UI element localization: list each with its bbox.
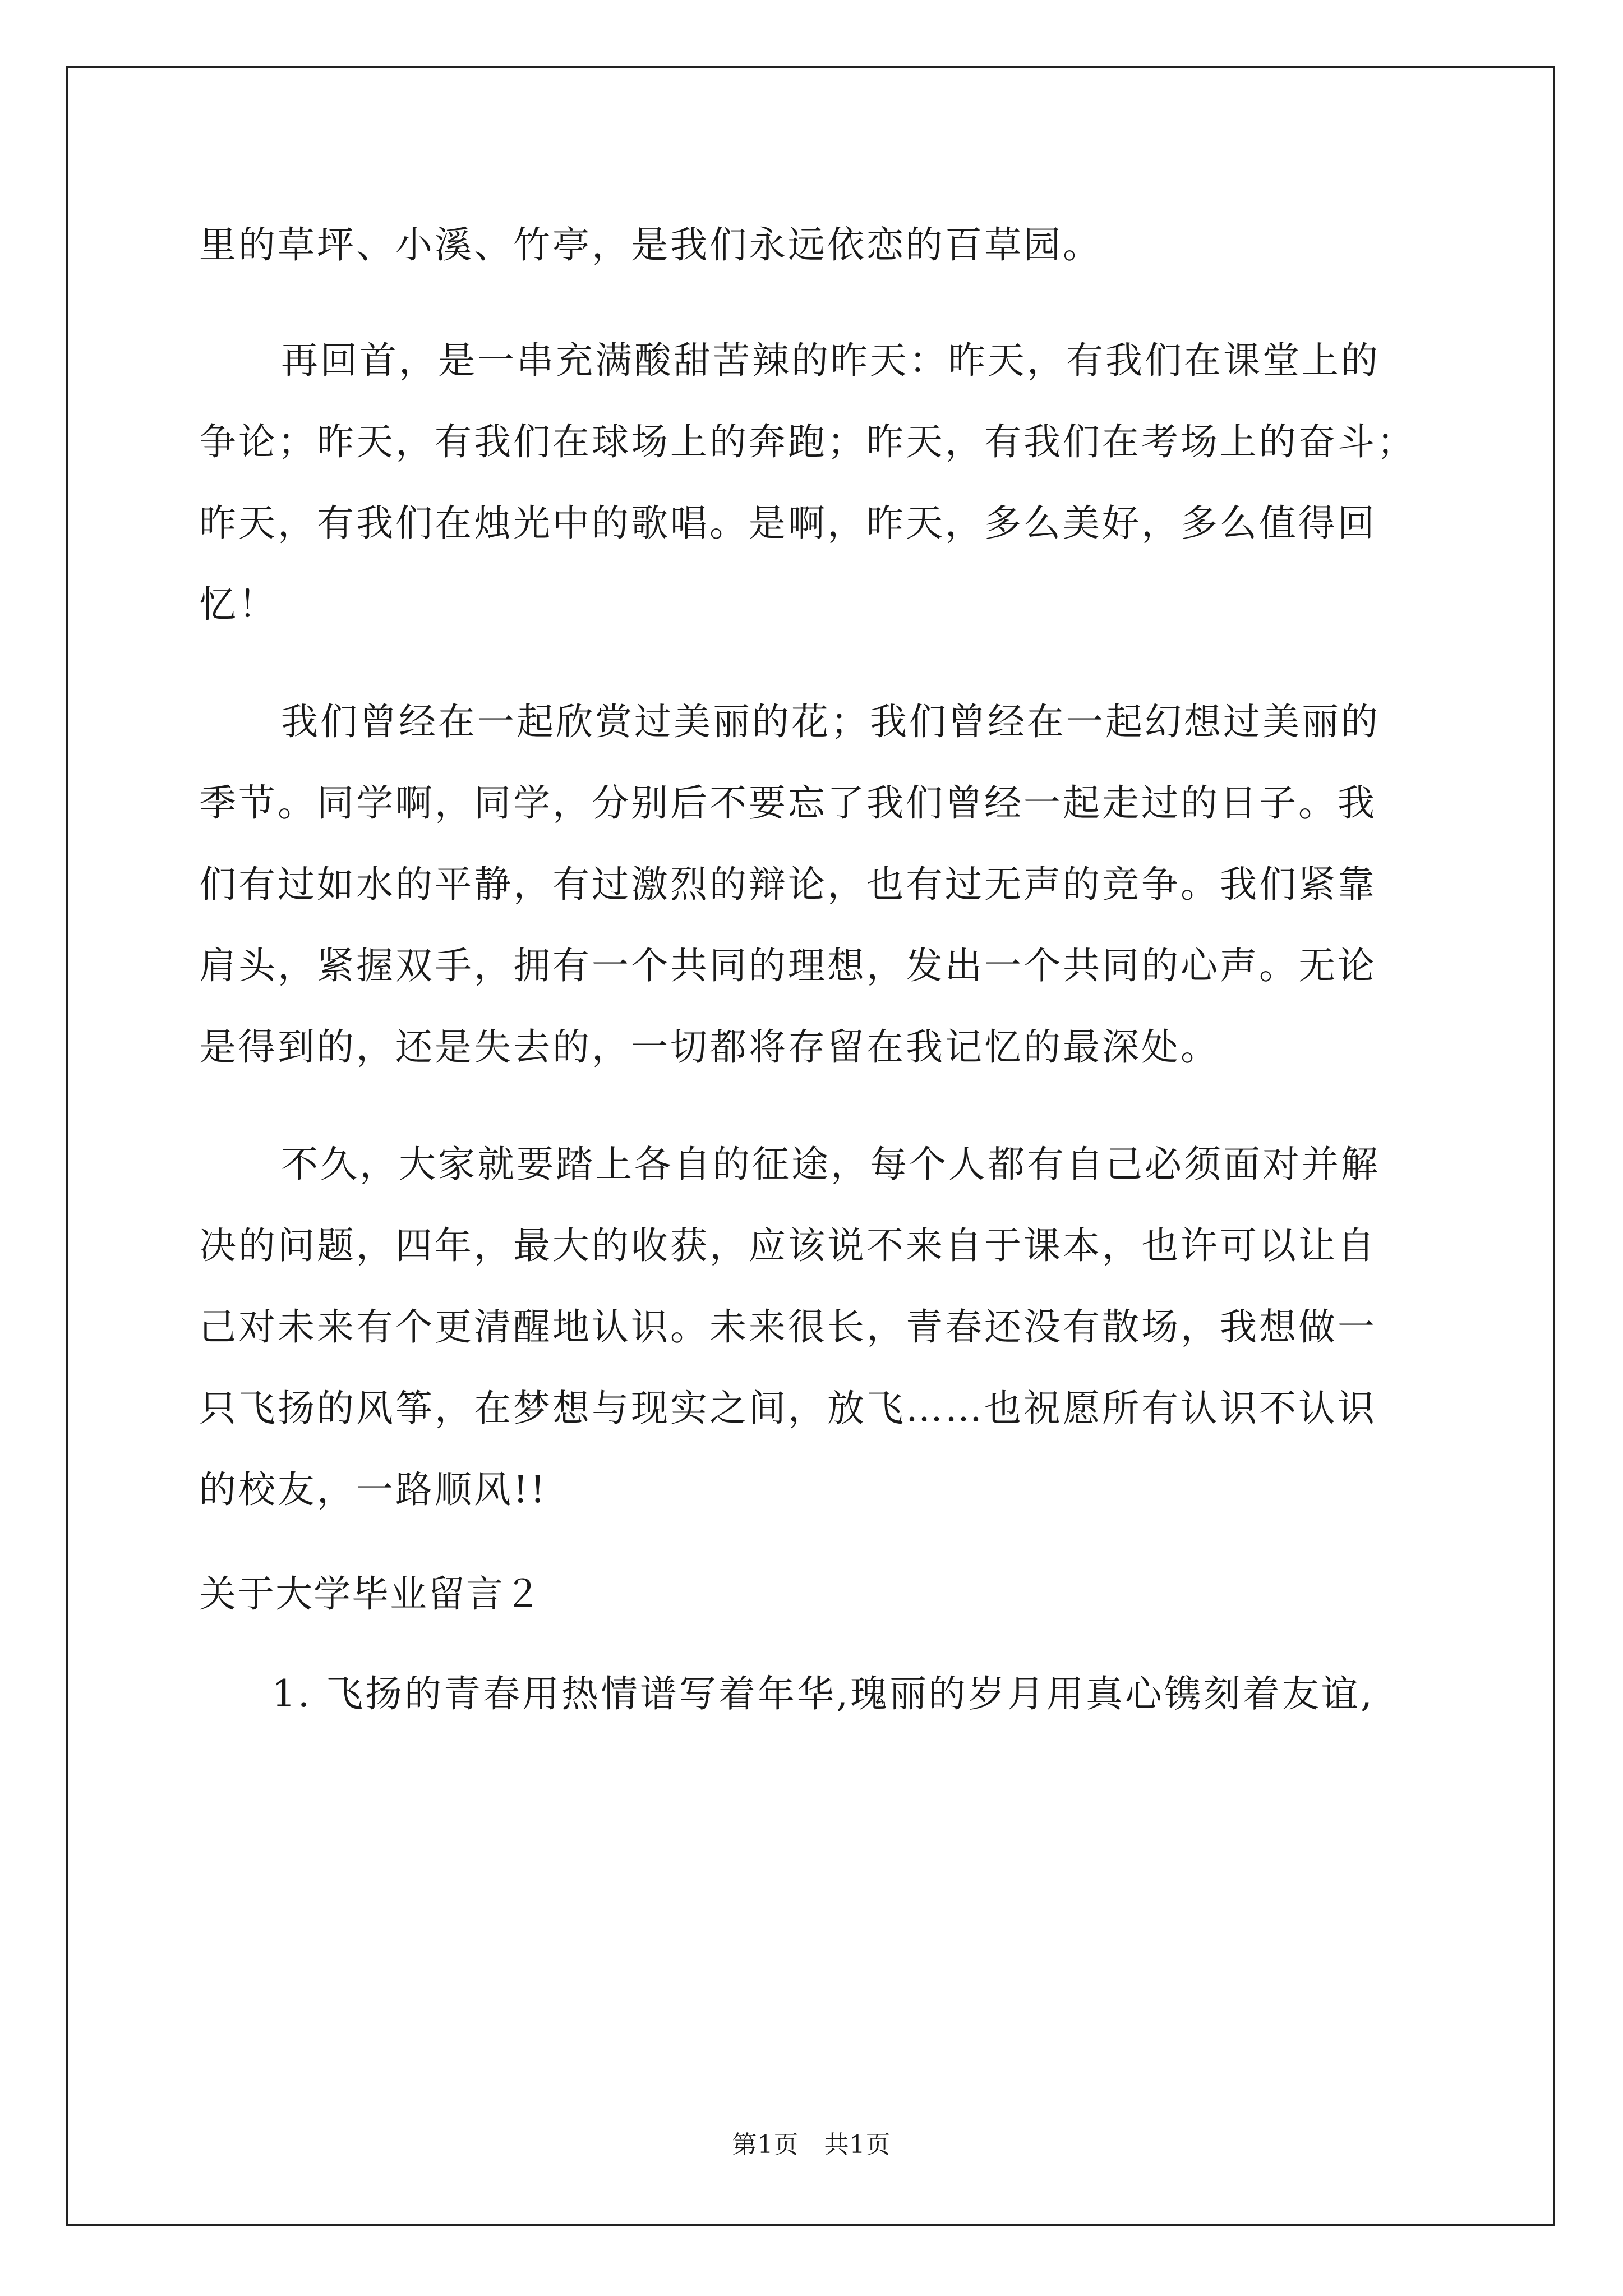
paragraph-line: 再回首，是一串充满酸甜苦辣的昨天：昨天，有我们在课堂上的 (281, 339, 1380, 382)
paragraph-line: 争论；昨天，有我们在球场上的奔跑；昨天，有我们在考场上的奋斗； (199, 420, 1416, 463)
page-footer: 第1页 共1页 (732, 2131, 891, 2159)
section-heading: 关于大学毕业留言２ (199, 1572, 542, 1616)
paragraph-line: 决的问题，四年，最大的收获，应该说不来自于课本，也许可以让自 (199, 1224, 1377, 1267)
paragraph-line: 不久，大家就要踏上各自的征途，每个人都有自己必须面对并解 (281, 1143, 1380, 1186)
paragraph-line: 忆！ (199, 583, 278, 626)
paragraph-line: 们有过如水的平静，有过激烈的辩论，也有过无声的竞争。我们紧靠 (199, 863, 1377, 906)
paragraph-line: 我们曾经在一起欣赏过美丽的花；我们曾经在一起幻想过美丽的 (281, 700, 1380, 743)
paragraph-line: 己对未来有个更清醒地认识。未来很长，青春还没有散场，我想做一 (199, 1305, 1377, 1349)
list-item: 1. 飞扬的青春用热情谱写着年华,瑰丽的岁月用真心镌刻着友谊, (272, 1672, 1375, 1715)
paragraph-line: 季节。同学啊，同学，分别后不要忘了我们曾经一起走过的日子。我 (199, 781, 1377, 825)
paragraph-line: 肩头，紧握双手，拥有一个共同的理想，发出一个共同的心声。无论 (199, 944, 1377, 987)
paragraph-line: 里的草坪、小溪、竹亭，是我们永远依恋的百草园。 (199, 223, 1102, 266)
paragraph-line: 昨天，有我们在烛光中的歌唱。是啊，昨天，多么美好，多么值得回 (199, 501, 1377, 545)
paragraph-line: 是得到的，还是失去的，一切都将存留在我记忆的最深处。 (199, 1025, 1220, 1069)
paragraph-line: 只飞扬的风筝，在梦想与现实之间，放飞……也祝愿所有认识不认识 (199, 1387, 1377, 1430)
paragraph-line: 的校友，一路顺风!! (199, 1468, 548, 1511)
